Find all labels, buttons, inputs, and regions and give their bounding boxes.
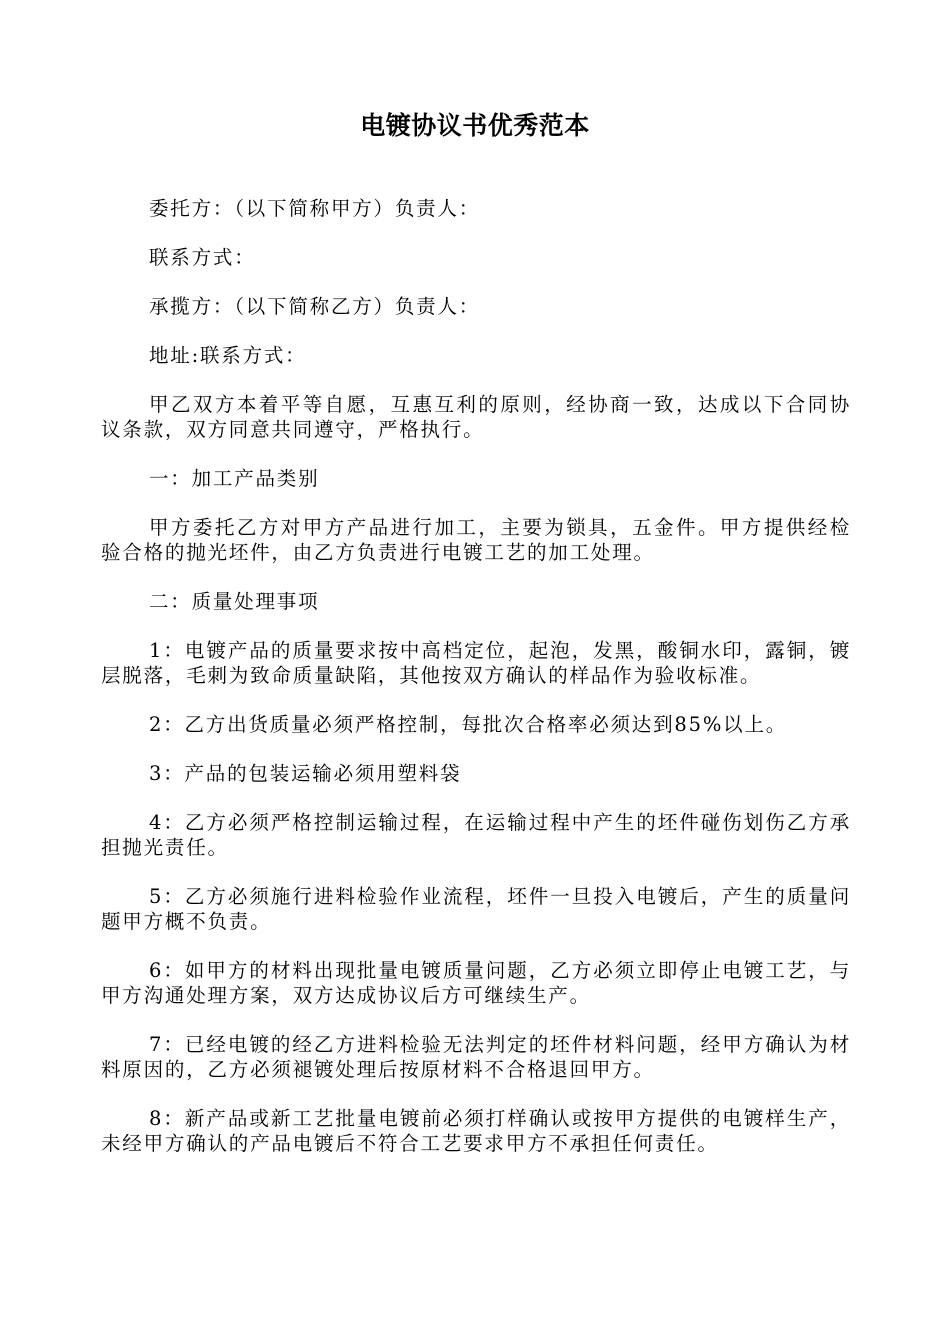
quality-clause-8: 8：新产品或新工艺批量电镀前必须打样确认或按甲方提供的电镀样生产，未经甲方确认的产品电镀后不符合工艺要求甲方不承担任何责任。	[101, 1107, 851, 1155]
quality-clause-7: 7：已经电镀的经乙方进料检验无法判定的坯件材料问题，经甲方确认为材料原因的，乙方必须褪镀处理后按原材料不合格退回甲方。	[101, 1033, 851, 1081]
quality-clause-2: 2：乙方出货质量必须严格控制，每批次合格率必须达到85%以上。	[149, 713, 788, 736]
client-contact-line: 联系方式：	[149, 246, 256, 269]
quality-clause-3: 3：产品的包装运输必须用塑料袋	[149, 762, 462, 785]
quality-clause-1: 1：电镀产品的质量要求按中高档定位，起泡，发黑，酸铜水印，露铜，镀层脱落，毛刺为致命质量缺陷，其他按双方确认的样品作为验收标准。	[101, 639, 851, 687]
contractor-address-line: 地址:联系方式：	[149, 344, 307, 367]
document-title: 电镀协议书优秀范本	[360, 111, 590, 140]
quality-clause-5: 5：乙方必须施行进料检验作业流程，坯件一旦投入电镀后，产生的质量问题甲方概不负责。	[101, 885, 851, 933]
quality-clause-6: 6：如甲方的材料出现批量电镀质量问题，乙方必须立即停止电镀工艺，与甲方沟通处理方案，双方达成协议后方可继续生产。	[101, 959, 851, 1007]
section-1-text: 甲方委托乙方对甲方产品进行加工，主要为锁具，五金件。甲方提供经检验合格的抛光坯件，由乙方负责进行电镀工艺的加工处理。	[101, 516, 851, 564]
contractor-party-line: 承揽方：（以下简称乙方）负责人：	[149, 295, 481, 318]
client-party-line: 委托方：（以下简称甲方）负责人：	[149, 197, 481, 220]
section-2-heading: 二：质量处理事项	[149, 590, 320, 613]
quality-clause-4: 4：乙方必须严格控制运输过程，在运输过程中产生的坯件碰伤划伤乙方承担抛光责任。	[101, 811, 851, 859]
preamble-paragraph: 甲乙双方本着平等自愿，互惠互利的原则，经协商一致，达成以下合同协议条款，双方同意共同遵守，严格执行。	[101, 393, 851, 441]
section-1-heading: 一：加工产品类别	[149, 467, 320, 490]
document-body	[101, 196, 851, 1180]
